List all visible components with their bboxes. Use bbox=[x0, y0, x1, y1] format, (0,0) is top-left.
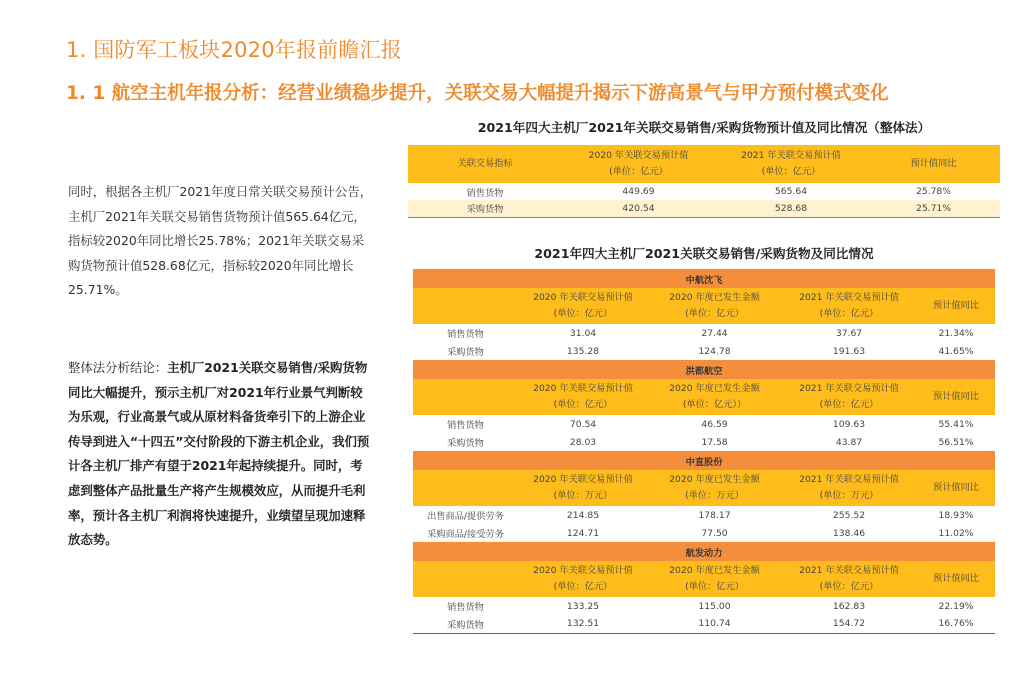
header-2020: 2020 年关联交易预计值 (单位：亿元） bbox=[562, 145, 715, 183]
header-2020-est: 2020 年关联交易预计值 (单位：亿元） bbox=[518, 561, 648, 597]
cell: 191.63 bbox=[832, 345, 866, 357]
cell: 110.74 bbox=[698, 618, 731, 630]
table-row bbox=[413, 415, 995, 433]
table-row bbox=[413, 597, 995, 615]
header-yoy: 预计值同比 bbox=[917, 561, 995, 597]
cell: 55.41% bbox=[938, 418, 974, 430]
cell-yoy: 25.78% bbox=[915, 186, 952, 197]
cell: 21.34% bbox=[938, 327, 974, 339]
cell: 138.46 bbox=[832, 527, 866, 539]
cell: 124.78 bbox=[698, 345, 731, 357]
section-header: 中直股份 bbox=[413, 451, 995, 470]
header-yoy: 预计值同比 bbox=[917, 470, 995, 506]
section-header: 中航沈飞 bbox=[413, 269, 995, 288]
cell-2021: 565.64 bbox=[774, 186, 808, 197]
page-title: 1. 国防军工板块2020年报前瞻汇报 bbox=[66, 38, 402, 62]
cell: 255.52 bbox=[832, 509, 866, 521]
cell: 132.51 bbox=[566, 618, 600, 630]
header-2020-actual: 2020 年度已发生金额 (单位：万元） bbox=[648, 470, 781, 506]
header-2021-est: 2021 年关联交易预计值 (单位：亿元） bbox=[781, 288, 917, 324]
section-header: 航发动力 bbox=[413, 542, 995, 561]
row-label: 出售商品/提供劳务 bbox=[427, 511, 504, 522]
cell: 70.54 bbox=[569, 418, 597, 430]
header-2020-actual: 2020 年度已发生金额 (单位：亿元）） bbox=[648, 379, 781, 415]
cell: 17.58 bbox=[701, 436, 728, 448]
header-yoy: 预计值同比 bbox=[917, 288, 995, 324]
cell: 214.85 bbox=[566, 509, 600, 521]
cell-yoy: 25.71% bbox=[867, 200, 1000, 217]
cell: 18.93% bbox=[938, 509, 974, 521]
table-row bbox=[413, 342, 995, 360]
cell: 135.28 bbox=[566, 345, 600, 357]
row-label: 采购货物 bbox=[447, 619, 484, 631]
summary-paragraph: 同时，根据各主机厂2021年度日常关联交易预计公告，主机厂2021年关联交易销售货物预计值565.64亿元，指标较2020年同比增长25.78%；2021年关联交易采购货物预计值528.68亿元，指标较2020年同比增长25.71%。 bbox=[68, 184, 373, 298]
table1-title: 2021年四大主机厂2021年关联交易销售/采购货物预计值及同比情况（整体法） bbox=[477, 120, 931, 135]
cell: 22.19% bbox=[938, 600, 974, 612]
section-header: 洪都航空 bbox=[413, 360, 995, 379]
row-label: 采购货物 bbox=[408, 200, 562, 217]
conclusion-text: 主机厂2021关联交易销售/采购货物同比大幅提升，预示主机厂对2021年行业景气判断较为乐观，行业高景气或从原材料备货牵引下的上游企业传导到进入“十四五”交付阶段的下游主机企业，我们预计各主机厂排产有望于2021年起持续提升。同时，考虑到整体产品批量生产将产生规模效应，从而提升毛利率，预计各主机厂利润将快速提升，业绩望呈现加速释放态势。 bbox=[68, 360, 370, 548]
table2-title: 2021年四大主机厂2021关联交易销售/采购货物及同比情况 bbox=[534, 246, 874, 261]
header-2021-est: 2021 年关联交易预计值 (单位：万元） bbox=[781, 470, 917, 506]
row-label: 销售货物 bbox=[447, 420, 484, 431]
header-yoy: 预计值同比 bbox=[867, 145, 1000, 183]
overall-table bbox=[408, 145, 1000, 218]
table-row bbox=[413, 433, 995, 451]
cell: 37.67 bbox=[835, 327, 863, 339]
header-blank bbox=[413, 288, 518, 324]
cell: 31.04 bbox=[569, 327, 597, 339]
header-yoy: 预计值同比 bbox=[917, 379, 995, 415]
header-blank bbox=[413, 379, 518, 415]
cell: 154.72 bbox=[832, 618, 866, 630]
table-row bbox=[413, 506, 995, 524]
row-label: 销售货物 bbox=[466, 187, 504, 199]
row-label: 销售货物 bbox=[447, 329, 484, 340]
cell: 28.03 bbox=[569, 436, 597, 448]
cell: 115.00 bbox=[698, 600, 731, 612]
conclusion-label: 整体法分析结论： bbox=[68, 360, 168, 375]
company-table bbox=[413, 269, 995, 634]
cell: 11.02% bbox=[938, 527, 974, 539]
cell: 178.17 bbox=[698, 509, 731, 521]
table-row bbox=[408, 200, 1000, 217]
header-blank bbox=[413, 470, 518, 506]
header-2021-est: 2021 年关联交易预计值 (单位：亿元） bbox=[781, 379, 917, 415]
cell: 124.71 bbox=[566, 527, 600, 539]
table-row bbox=[408, 183, 1000, 200]
row-label: 销售货物 bbox=[447, 602, 484, 613]
cell: 56.51% bbox=[938, 436, 974, 448]
row-label: 采购商品/接受劳务 bbox=[427, 529, 504, 540]
cell: 43.87 bbox=[835, 436, 863, 448]
cell: 162.83 bbox=[832, 600, 866, 612]
header-2020-est: 2020 年关联交易预计值 (单位：亿元） bbox=[518, 288, 648, 324]
header-2020-actual: 2020 年度已发生金额 (单位：亿元） bbox=[648, 561, 781, 597]
table-row bbox=[413, 615, 995, 633]
cell-2021: 528.68 bbox=[715, 200, 867, 217]
cell-2020: 420.54 bbox=[562, 200, 715, 217]
cell: 133.25 bbox=[566, 600, 600, 612]
table-row bbox=[413, 524, 995, 542]
cell: 77.50 bbox=[701, 527, 728, 539]
header-blank bbox=[413, 561, 518, 597]
header-2021: 2021 年关联交易预计值 (单位：亿元） bbox=[715, 145, 867, 183]
cell-2020: 449.69 bbox=[622, 186, 655, 197]
cell: 109.63 bbox=[832, 418, 866, 430]
section-title: 1. 1 航空主机年报分析：经营业绩稳步提升，关联交易大幅提升揭示下游高景气与甲方预付模式变化 bbox=[66, 83, 889, 104]
cell: 27.44 bbox=[701, 327, 728, 339]
header-2020-est: 2020 年关联交易预计值 (单位：亿元） bbox=[518, 379, 648, 415]
cell: 46.59 bbox=[701, 418, 728, 430]
row-label: 采购货物 bbox=[447, 438, 484, 449]
conclusion-paragraph bbox=[68, 356, 374, 553]
row-label: 采购货物 bbox=[447, 347, 484, 358]
header-indicator: 关联交易指标 bbox=[408, 145, 562, 183]
table-row bbox=[413, 324, 995, 342]
header-2020-est: 2020 年关联交易预计值 (单位：万元） bbox=[518, 470, 648, 506]
cell: 41.65% bbox=[938, 345, 974, 357]
header-2020-actual: 2020 年度已发生金额 (单位：亿元） bbox=[648, 288, 781, 324]
cell: 16.76% bbox=[938, 618, 974, 630]
header-2021-est: 2021 年关联交易预计值 (单位：亿元） bbox=[781, 561, 917, 597]
